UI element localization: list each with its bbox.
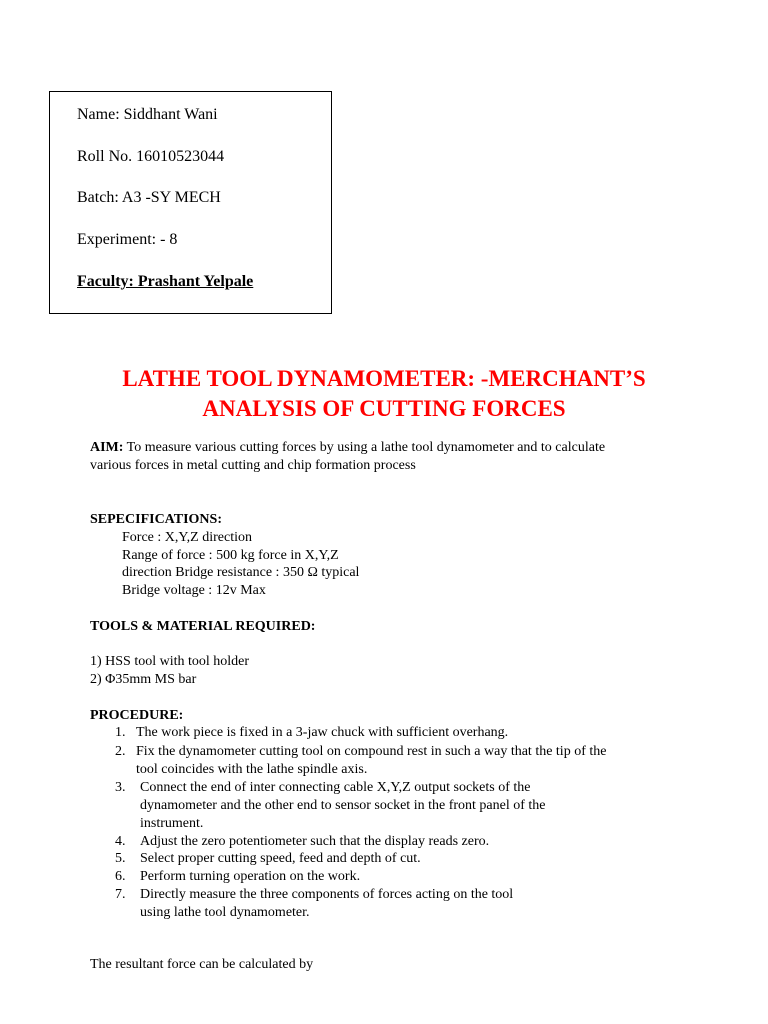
- step-text: Directly measure the three components of forces acting on the tool: [140, 887, 514, 902]
- specifications-heading: SEPECIFICATIONS:: [90, 512, 222, 527]
- procedure-heading: PROCEDURE:: [90, 708, 184, 723]
- step-number: 4.: [115, 834, 126, 849]
- aim-label: AIM:: [90, 440, 124, 455]
- step-text: Adjust the zero potentiometer such that the display reads zero.: [140, 834, 490, 849]
- spec-line: Range of force : 500 kg force in X,Y,Z: [122, 548, 339, 563]
- tools-heading: TOOLS & MATERIAL REQUIRED:: [90, 619, 316, 634]
- step-text: The work piece is fixed in a 3-jaw chuck with sufficient overhang.: [136, 725, 509, 740]
- spec-line: Bridge voltage : 12v Max: [122, 583, 266, 598]
- aim-text-1: To measure various cutting forces by using a lathe tool dynamometer and to calculate: [123, 440, 606, 455]
- aim-text-2: various forces in metal cutting and chip formation process: [90, 458, 416, 473]
- experiment-number: Experiment: - 8: [77, 231, 178, 248]
- student-name: Name: Siddhant Wani: [77, 106, 218, 123]
- step-text: instrument.: [140, 816, 204, 831]
- step-number: 7.: [115, 887, 126, 902]
- faculty-name: Faculty: Prashant Yelpale: [77, 273, 254, 290]
- step-text: Fix the dynamometer cutting tool on compound rest in such a way that the tip of the: [136, 744, 607, 759]
- step-number: 6.: [115, 869, 126, 884]
- step-number: 1.: [115, 725, 126, 740]
- spec-line: Force : X,Y,Z direction: [122, 530, 252, 545]
- step-number: 2.: [115, 744, 126, 759]
- step-text: using lathe tool dynamometer.: [140, 905, 310, 920]
- batch: Batch: A3 -SY MECH: [77, 189, 221, 206]
- step-text: tool coincides with the lathe spindle axis.: [136, 762, 368, 777]
- step-text: Perform turning operation on the work.: [140, 869, 361, 884]
- tool-item: 2) Φ35mm MS bar: [90, 672, 197, 687]
- step-text: Connect the end of inter connecting cable X,Y,Z output sockets of the: [140, 780, 531, 795]
- step-text: Select proper cutting speed, feed and depth of cut.: [140, 851, 421, 866]
- step-text: dynamometer and the other end to sensor socket in the front panel of the: [140, 798, 546, 813]
- tool-item: 1) HSS tool with tool holder: [90, 654, 250, 669]
- page-title-line-2: ANALYSIS OF CUTTING FORCES: [202, 396, 566, 421]
- aim-line-1: [90, 439, 605, 457]
- spec-line: direction Bridge resistance : 350 Ω typical: [122, 565, 360, 580]
- page-title-line-1: LATHE TOOL DYNAMOMETER: -MERCHANT’S: [122, 366, 646, 391]
- roll-number: Roll No. 16010523044: [77, 148, 225, 165]
- student-info-box: [49, 91, 332, 314]
- footer-text: The resultant force can be calculated by: [90, 957, 314, 972]
- step-number: 5.: [115, 851, 126, 866]
- step-number: 3.: [115, 780, 126, 795]
